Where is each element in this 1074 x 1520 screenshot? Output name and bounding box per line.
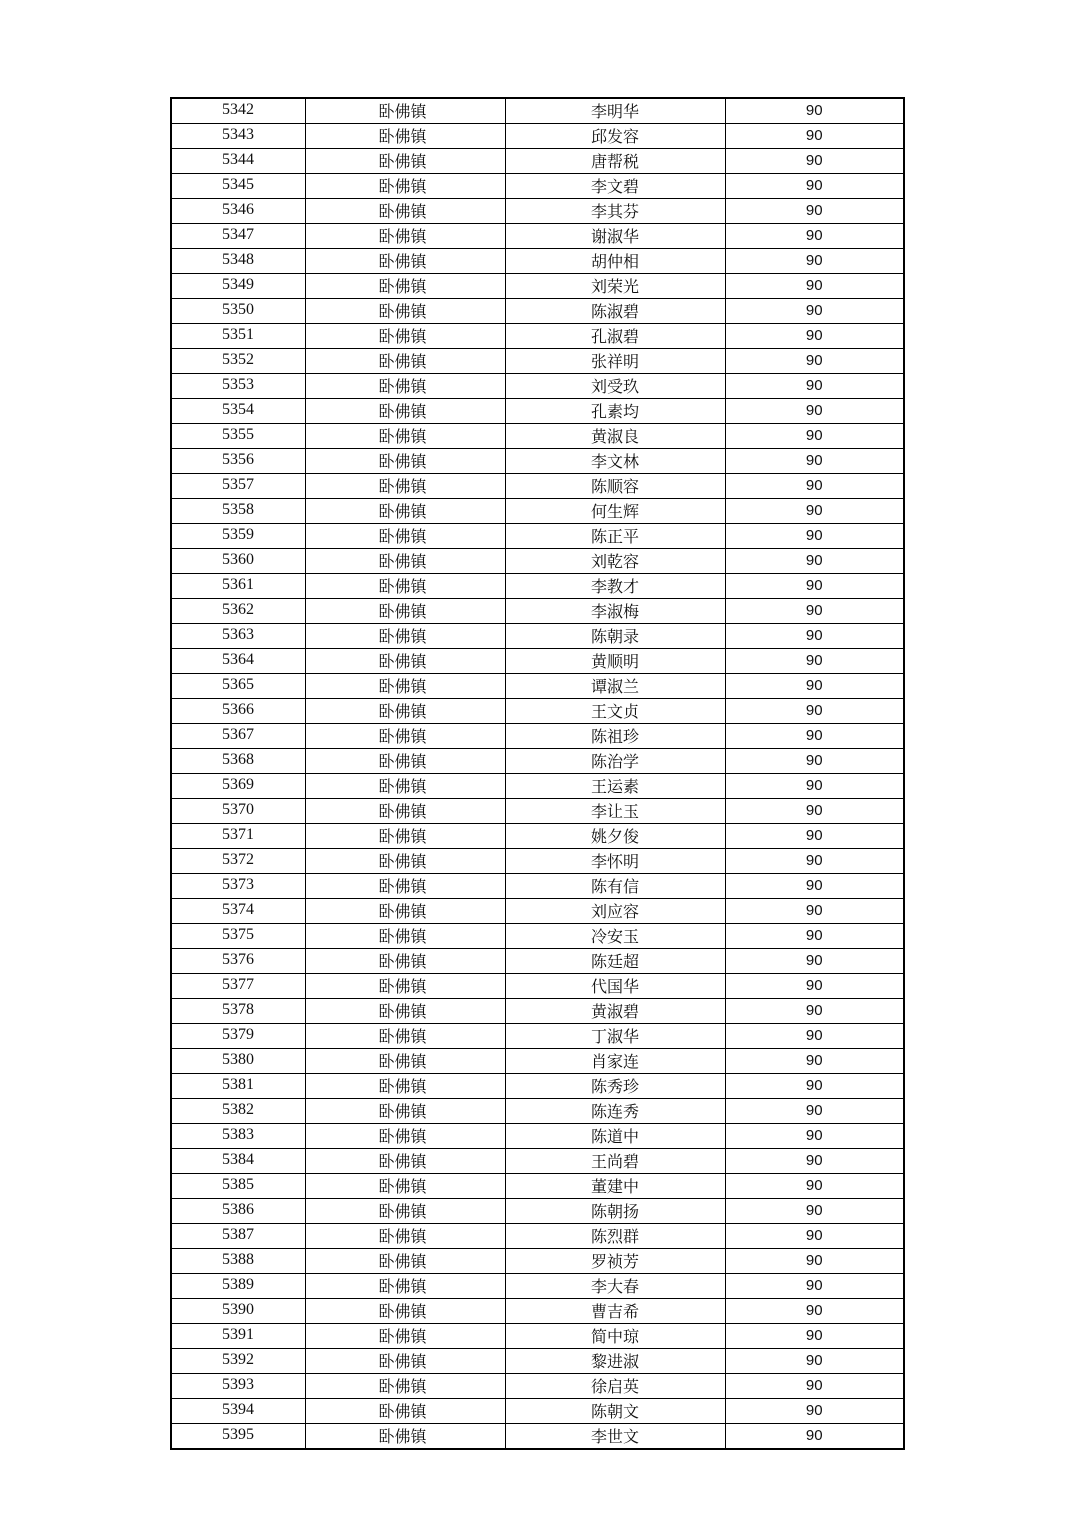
row-number: 5344	[171, 149, 305, 174]
table-row	[171, 1074, 904, 1099]
name-cell: 黄顺明	[505, 649, 725, 674]
score-cell: 90	[725, 1199, 904, 1224]
table-row	[171, 1249, 904, 1274]
table-row	[171, 774, 904, 799]
town-cell: 卧佛镇	[305, 1424, 505, 1450]
score-cell: 90	[725, 974, 904, 999]
row-number: 5382	[171, 1099, 305, 1124]
name-cell: 李其芬	[505, 199, 725, 224]
score-cell: 90	[725, 174, 904, 199]
town-cell: 卧佛镇	[305, 274, 505, 299]
town-cell: 卧佛镇	[305, 324, 505, 349]
row-number: 5373	[171, 874, 305, 899]
row-number: 5361	[171, 574, 305, 599]
score-cell: 90	[725, 674, 904, 699]
town-cell: 卧佛镇	[305, 424, 505, 449]
row-number: 5377	[171, 974, 305, 999]
name-cell: 代国华	[505, 974, 725, 999]
row-number: 5386	[171, 1199, 305, 1224]
table-row	[171, 1174, 904, 1199]
table-row	[171, 974, 904, 999]
row-number: 5367	[171, 724, 305, 749]
town-cell: 卧佛镇	[305, 949, 505, 974]
table-row	[171, 999, 904, 1024]
town-cell: 卧佛镇	[305, 174, 505, 199]
name-cell: 李明华	[505, 98, 725, 124]
name-cell: 徐启英	[505, 1374, 725, 1399]
row-number: 5389	[171, 1274, 305, 1299]
town-cell: 卧佛镇	[305, 1224, 505, 1249]
town-cell: 卧佛镇	[305, 824, 505, 849]
town-cell: 卧佛镇	[305, 349, 505, 374]
score-cell: 90	[725, 424, 904, 449]
town-cell: 卧佛镇	[305, 1324, 505, 1349]
score-cell: 90	[725, 574, 904, 599]
table-row	[171, 324, 904, 349]
table-row	[171, 124, 904, 149]
row-number: 5395	[171, 1424, 305, 1450]
town-cell: 卧佛镇	[305, 1074, 505, 1099]
roster-table	[170, 97, 905, 1450]
name-cell: 李淑梅	[505, 599, 725, 624]
row-number: 5359	[171, 524, 305, 549]
row-number: 5343	[171, 124, 305, 149]
table-row	[171, 599, 904, 624]
name-cell: 陈朝扬	[505, 1199, 725, 1224]
score-cell: 90	[725, 624, 904, 649]
score-cell: 90	[725, 1074, 904, 1099]
town-cell: 卧佛镇	[305, 574, 505, 599]
table-row	[171, 674, 904, 699]
name-cell: 唐帮税	[505, 149, 725, 174]
table-row	[171, 1374, 904, 1399]
name-cell: 王文贞	[505, 699, 725, 724]
name-cell: 李怀明	[505, 849, 725, 874]
name-cell: 陈淑碧	[505, 299, 725, 324]
table-row	[171, 274, 904, 299]
table-row	[171, 98, 904, 124]
score-cell: 90	[725, 1349, 904, 1374]
row-number: 5363	[171, 624, 305, 649]
score-cell: 90	[725, 1424, 904, 1450]
row-number: 5376	[171, 949, 305, 974]
table-row	[171, 1224, 904, 1249]
town-cell: 卧佛镇	[305, 1299, 505, 1324]
name-cell: 罗祯芳	[505, 1249, 725, 1274]
name-cell: 陈正平	[505, 524, 725, 549]
town-cell: 卧佛镇	[305, 224, 505, 249]
name-cell: 陈烈群	[505, 1224, 725, 1249]
score-cell: 90	[725, 1274, 904, 1299]
row-number: 5350	[171, 299, 305, 324]
name-cell: 李让玉	[505, 799, 725, 824]
row-number: 5368	[171, 749, 305, 774]
table-row	[171, 549, 904, 574]
name-cell: 王尚碧	[505, 1149, 725, 1174]
town-cell: 卧佛镇	[305, 124, 505, 149]
score-cell: 90	[725, 824, 904, 849]
town-cell: 卧佛镇	[305, 1249, 505, 1274]
name-cell: 李大春	[505, 1274, 725, 1299]
name-cell: 陈有信	[505, 874, 725, 899]
town-cell: 卧佛镇	[305, 674, 505, 699]
table-row	[171, 449, 904, 474]
town-cell: 卧佛镇	[305, 974, 505, 999]
town-cell: 卧佛镇	[305, 549, 505, 574]
row-number: 5370	[171, 799, 305, 824]
town-cell: 卧佛镇	[305, 474, 505, 499]
table-row	[171, 399, 904, 424]
name-cell: 陈治学	[505, 749, 725, 774]
town-cell: 卧佛镇	[305, 524, 505, 549]
score-cell: 90	[725, 874, 904, 899]
row-number: 5371	[171, 824, 305, 849]
town-cell: 卧佛镇	[305, 98, 505, 124]
table-row	[171, 874, 904, 899]
table-row	[171, 1324, 904, 1349]
name-cell: 陈顺容	[505, 474, 725, 499]
row-number: 5356	[171, 449, 305, 474]
score-cell: 90	[725, 274, 904, 299]
town-cell: 卧佛镇	[305, 599, 505, 624]
score-cell: 90	[725, 899, 904, 924]
score-cell: 90	[725, 524, 904, 549]
town-cell: 卧佛镇	[305, 749, 505, 774]
town-cell: 卧佛镇	[305, 1399, 505, 1424]
name-cell: 陈道中	[505, 1124, 725, 1149]
score-cell: 90	[725, 249, 904, 274]
name-cell: 邱发容	[505, 124, 725, 149]
town-cell: 卧佛镇	[305, 1049, 505, 1074]
table-row	[171, 174, 904, 199]
score-cell: 90	[725, 124, 904, 149]
row-number: 5345	[171, 174, 305, 199]
town-cell: 卧佛镇	[305, 999, 505, 1024]
town-cell: 卧佛镇	[305, 1024, 505, 1049]
name-cell: 陈朝文	[505, 1399, 725, 1424]
score-cell: 90	[725, 474, 904, 499]
name-cell: 刘荣光	[505, 274, 725, 299]
table-row	[171, 1099, 904, 1124]
table-row	[171, 249, 904, 274]
score-cell: 90	[725, 1299, 904, 1324]
table-row	[171, 199, 904, 224]
row-number: 5354	[171, 399, 305, 424]
table-row	[171, 1399, 904, 1424]
row-number: 5362	[171, 599, 305, 624]
town-cell: 卧佛镇	[305, 724, 505, 749]
score-cell: 90	[725, 1374, 904, 1399]
row-number: 5381	[171, 1074, 305, 1099]
score-cell: 90	[725, 1324, 904, 1349]
score-cell: 90	[725, 749, 904, 774]
score-cell: 90	[725, 1399, 904, 1424]
table-row	[171, 1049, 904, 1074]
town-cell: 卧佛镇	[305, 299, 505, 324]
table-row	[171, 1149, 904, 1174]
row-number: 5358	[171, 499, 305, 524]
score-cell: 90	[725, 149, 904, 174]
table-row	[171, 374, 904, 399]
name-cell: 胡仲相	[505, 249, 725, 274]
name-cell: 刘受玖	[505, 374, 725, 399]
table-row	[171, 224, 904, 249]
name-cell: 陈祖珍	[505, 724, 725, 749]
name-cell: 陈廷超	[505, 949, 725, 974]
table-row	[171, 1199, 904, 1224]
table-row	[171, 524, 904, 549]
row-number: 5388	[171, 1249, 305, 1274]
table-row	[171, 899, 904, 924]
name-cell: 刘乾容	[505, 549, 725, 574]
town-cell: 卧佛镇	[305, 199, 505, 224]
score-cell: 90	[725, 649, 904, 674]
table-row	[171, 499, 904, 524]
name-cell: 孔淑碧	[505, 324, 725, 349]
name-cell: 李文碧	[505, 174, 725, 199]
town-cell: 卧佛镇	[305, 399, 505, 424]
town-cell: 卧佛镇	[305, 799, 505, 824]
score-cell: 90	[725, 1224, 904, 1249]
row-number: 5346	[171, 199, 305, 224]
score-cell: 90	[725, 349, 904, 374]
row-number: 5365	[171, 674, 305, 699]
row-number: 5360	[171, 549, 305, 574]
row-number: 5352	[171, 349, 305, 374]
table-row	[171, 949, 904, 974]
town-cell: 卧佛镇	[305, 1174, 505, 1199]
name-cell: 陈秀珍	[505, 1074, 725, 1099]
name-cell: 何生辉	[505, 499, 725, 524]
table-row	[171, 824, 904, 849]
name-cell: 董建中	[505, 1174, 725, 1199]
name-cell: 王运素	[505, 774, 725, 799]
town-cell: 卧佛镇	[305, 874, 505, 899]
name-cell: 李文林	[505, 449, 725, 474]
table-row	[171, 424, 904, 449]
score-cell: 90	[725, 1149, 904, 1174]
score-cell: 90	[725, 449, 904, 474]
score-cell: 90	[725, 699, 904, 724]
score-cell: 90	[725, 949, 904, 974]
town-cell: 卧佛镇	[305, 649, 505, 674]
town-cell: 卧佛镇	[305, 449, 505, 474]
table-row	[171, 1424, 904, 1450]
row-number: 5347	[171, 224, 305, 249]
name-cell: 简中琼	[505, 1324, 725, 1349]
name-cell: 黄淑良	[505, 424, 725, 449]
row-number: 5372	[171, 849, 305, 874]
town-cell: 卧佛镇	[305, 499, 505, 524]
name-cell: 陈朝录	[505, 624, 725, 649]
row-number: 5348	[171, 249, 305, 274]
row-number: 5366	[171, 699, 305, 724]
town-cell: 卧佛镇	[305, 1099, 505, 1124]
name-cell: 张祥明	[505, 349, 725, 374]
score-cell: 90	[725, 324, 904, 349]
town-cell: 卧佛镇	[305, 899, 505, 924]
row-number: 5385	[171, 1174, 305, 1199]
row-number: 5384	[171, 1149, 305, 1174]
score-cell: 90	[725, 1249, 904, 1274]
score-cell: 90	[725, 224, 904, 249]
row-number: 5380	[171, 1049, 305, 1074]
row-number: 5379	[171, 1024, 305, 1049]
town-cell: 卧佛镇	[305, 849, 505, 874]
row-number: 5390	[171, 1299, 305, 1324]
score-cell: 90	[725, 549, 904, 574]
table-row	[171, 624, 904, 649]
town-cell: 卧佛镇	[305, 149, 505, 174]
row-number: 5349	[171, 274, 305, 299]
table-row	[171, 149, 904, 174]
town-cell: 卧佛镇	[305, 699, 505, 724]
score-cell: 90	[725, 774, 904, 799]
row-number: 5375	[171, 924, 305, 949]
score-cell: 90	[725, 1124, 904, 1149]
town-cell: 卧佛镇	[305, 374, 505, 399]
name-cell: 孔素均	[505, 399, 725, 424]
row-number: 5364	[171, 649, 305, 674]
name-cell: 冷安玉	[505, 924, 725, 949]
name-cell: 刘应容	[505, 899, 725, 924]
score-cell: 90	[725, 1024, 904, 1049]
table-row	[171, 849, 904, 874]
name-cell: 丁淑华	[505, 1024, 725, 1049]
table-row	[171, 474, 904, 499]
town-cell: 卧佛镇	[305, 249, 505, 274]
table-row	[171, 649, 904, 674]
table-row	[171, 574, 904, 599]
table-row	[171, 924, 904, 949]
score-cell: 90	[725, 499, 904, 524]
score-cell: 90	[725, 374, 904, 399]
table-row	[171, 349, 904, 374]
score-cell: 90	[725, 299, 904, 324]
town-cell: 卧佛镇	[305, 1199, 505, 1224]
town-cell: 卧佛镇	[305, 1349, 505, 1374]
row-number: 5357	[171, 474, 305, 499]
table-row	[171, 749, 904, 774]
name-cell: 姚夕俊	[505, 824, 725, 849]
score-cell: 90	[725, 724, 904, 749]
table-row	[171, 1124, 904, 1149]
name-cell: 肖家连	[505, 1049, 725, 1074]
name-cell: 谢淑华	[505, 224, 725, 249]
row-number: 5394	[171, 1399, 305, 1424]
table-row	[171, 299, 904, 324]
row-number: 5353	[171, 374, 305, 399]
row-number: 5393	[171, 1374, 305, 1399]
row-number: 5351	[171, 324, 305, 349]
town-cell: 卧佛镇	[305, 1149, 505, 1174]
score-cell: 90	[725, 1174, 904, 1199]
table-row	[171, 699, 904, 724]
score-cell: 90	[725, 1099, 904, 1124]
table-row	[171, 1024, 904, 1049]
row-number: 5392	[171, 1349, 305, 1374]
town-cell: 卧佛镇	[305, 1274, 505, 1299]
town-cell: 卧佛镇	[305, 624, 505, 649]
name-cell: 李世文	[505, 1424, 725, 1450]
score-cell: 90	[725, 924, 904, 949]
name-cell: 黎进淑	[505, 1349, 725, 1374]
name-cell: 曹吉希	[505, 1299, 725, 1324]
table-row	[171, 1299, 904, 1324]
town-cell: 卧佛镇	[305, 774, 505, 799]
row-number: 5374	[171, 899, 305, 924]
row-number: 5383	[171, 1124, 305, 1149]
score-cell: 90	[725, 199, 904, 224]
score-cell: 90	[725, 849, 904, 874]
table-row	[171, 724, 904, 749]
name-cell: 陈连秀	[505, 1099, 725, 1124]
table-row	[171, 1274, 904, 1299]
score-cell: 90	[725, 999, 904, 1024]
score-cell: 90	[725, 599, 904, 624]
score-cell: 90	[725, 98, 904, 124]
name-cell: 谭淑兰	[505, 674, 725, 699]
row-number: 5387	[171, 1224, 305, 1249]
row-number: 5369	[171, 774, 305, 799]
row-number: 5342	[171, 98, 305, 124]
roster-table-body	[171, 98, 904, 1449]
table-row	[171, 1349, 904, 1374]
row-number: 5378	[171, 999, 305, 1024]
score-cell: 90	[725, 799, 904, 824]
row-number: 5355	[171, 424, 305, 449]
town-cell: 卧佛镇	[305, 924, 505, 949]
town-cell: 卧佛镇	[305, 1374, 505, 1399]
town-cell: 卧佛镇	[305, 1124, 505, 1149]
score-cell: 90	[725, 1049, 904, 1074]
table-row	[171, 799, 904, 824]
row-number: 5391	[171, 1324, 305, 1349]
score-cell: 90	[725, 399, 904, 424]
name-cell: 李教才	[505, 574, 725, 599]
name-cell: 黄淑碧	[505, 999, 725, 1024]
